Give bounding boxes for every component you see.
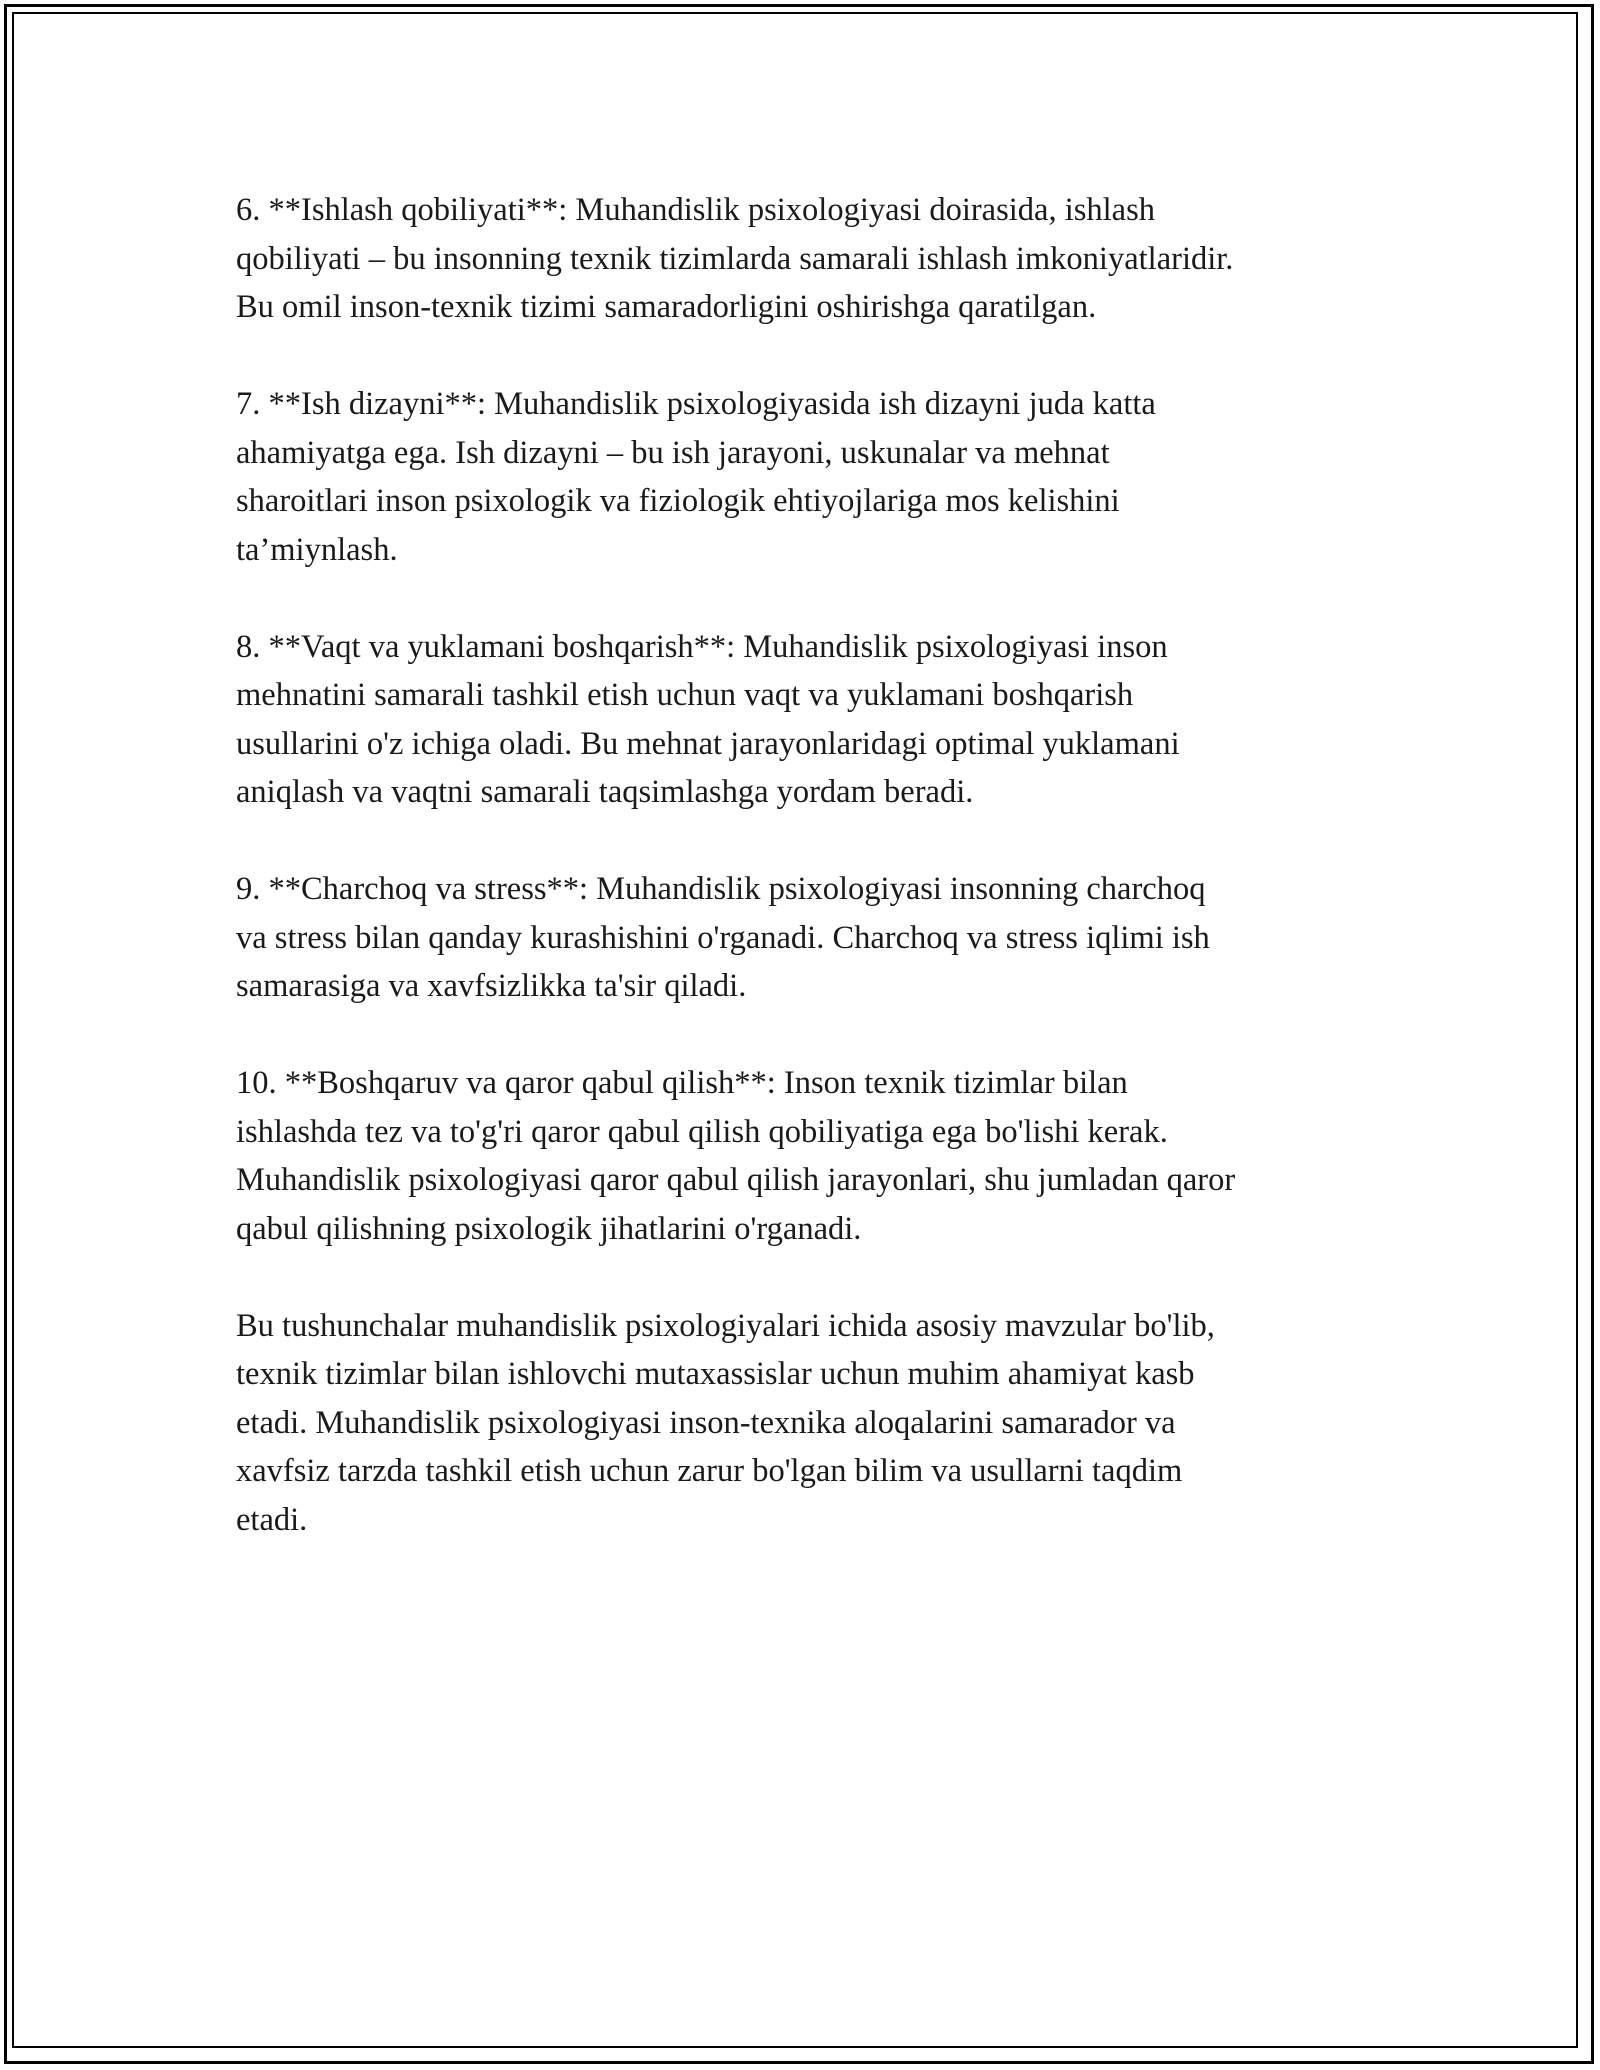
paragraph-ish-dizayni: 7. **Ish dizayni**: Muhandislik psixologiyasida ish dizayni juda katta ahamiyatga ega. Ish dizayni – bu ish jarayoni, uskunalar va mehnat sharoitlari inson psixologik va fiziologik ehtiyojlariga mos kelishini ta’miynlash. [236, 386, 1156, 568]
paragraph-vaqt-yuklama: 8. **Vaqt va yuklamani boshqarish**: Muhandislik psixologiyasi inson mehnatini samarali tashkil etish uchun vaqt va yuklamani boshqarish usullarini o'z ichiga oladi. Bu mehnat jarayonlaridagi optimal yuklamani aniqlash va vaqtni samarali taqsimlashga yordam beradi. [236, 628, 1180, 810]
paragraph-charchoq-stress: 9. **Charchoq va stress**: Muhandislik psixologiyasi insonning charchoq va stress bilan qanday kurashishini o'rganadi. Charchoq va stress iqlimi ish samarasiga va xavfsizlikka ta'sir qiladi. [236, 871, 1210, 1004]
paragraph-ishlash-qobiliyati: 6. **Ishlash qobiliyati**: Muhandislik psixologiyasi doirasida, ishlash qobiliyati – bu insonning texnik tizimlarda samarali ishlash imkoniyatlaridir. Bu omil inson-texnik tizimi samaradorligini oshirishga qaratilgan. [236, 192, 1234, 325]
document-body [236, 186, 1376, 1593]
paragraph-conclusion: Bu tushunchalar muhandislik psixologiyalari ichida asosiy mavzular bo'lib, texnik tizimlar bilan ishlovchi mutaxassislar uchun muhim ahamiyat kasb etadi. Muhandislik psixologiyasi inson-texnika aloqalarini samarador va xavfsiz tarzda tashkil etish uchun zarur bo'lgan bilim va usullarni taqdim etadi. [236, 1307, 1215, 1538]
paragraph-boshqaruv-qaror: 10. **Boshqaruv va qaror qabul qilish**: Inson texnik tizimlar bilan ishlashda tez va to'g'ri qaror qabul qilish qobiliyatiga ega bo'lishi kerak. Muhandislik psixologiyasi qaror qabul qilish jarayonlari, shu jumladan qaror qabul qilishning psixologik jihatlarini o'rganadi. [236, 1065, 1236, 1247]
